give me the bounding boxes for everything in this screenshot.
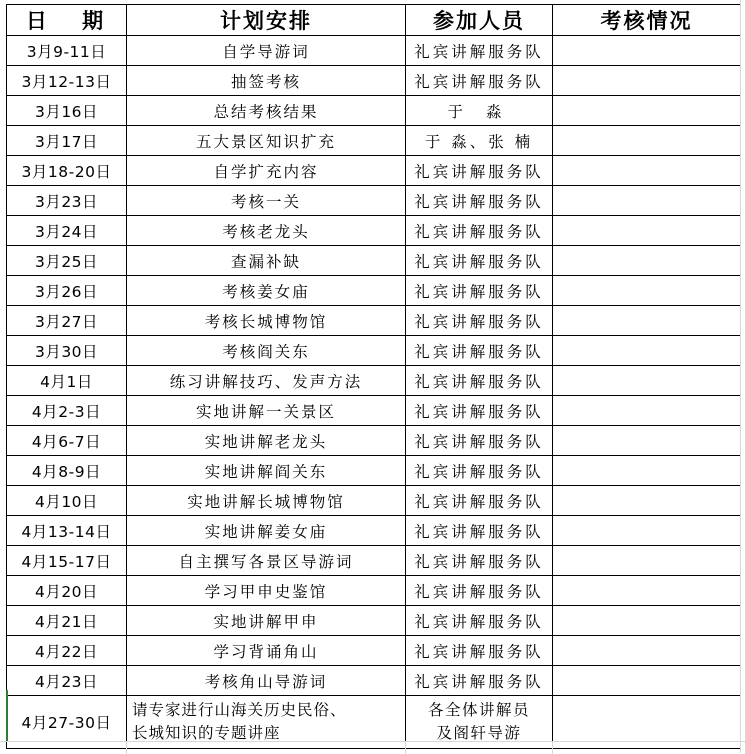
cell-date[interactable]: 4月20日 [7, 576, 127, 606]
cell-check[interactable] [553, 36, 741, 66]
cell-plan[interactable]: 实地讲解甲申 [127, 606, 406, 636]
cell-plan[interactable]: 实地讲解阎关东 [127, 456, 406, 486]
cell-people[interactable]: 礼宾讲解服务队 [406, 576, 553, 606]
cell-people[interactable]: 礼宾讲解服务队 [406, 516, 553, 546]
sheet-gridline-bottom [0, 741, 745, 754]
cell-date[interactable]: 3月18-20日 [7, 156, 127, 186]
cell-people[interactable]: 礼宾讲解服务队 [406, 186, 553, 216]
cell-check[interactable] [553, 156, 741, 186]
cell-plan[interactable]: 自学导游词 [127, 36, 406, 66]
table-row [7, 576, 741, 606]
cell-date[interactable]: 4月27-30日 [7, 696, 127, 749]
cell-check[interactable] [553, 96, 741, 126]
cell-people[interactable]: 于 淼 [406, 96, 553, 126]
cell-plan[interactable]: 总结考核结果 [127, 96, 406, 126]
cell-date[interactable]: 4月23日 [7, 666, 127, 696]
cell-people[interactable]: 礼宾讲解服务队 [406, 426, 553, 456]
table-row [7, 636, 741, 666]
cell-plan[interactable]: 查漏补缺 [127, 246, 406, 276]
cell-check[interactable] [553, 276, 741, 306]
cell-check[interactable] [553, 486, 741, 516]
gridline-col [126, 742, 127, 754]
header-check[interactable]: 考核情况 [553, 5, 741, 36]
cell-date[interactable]: 3月30日 [7, 336, 127, 366]
cell-check[interactable] [553, 456, 741, 486]
cell-date[interactable]: 3月12-13日 [7, 66, 127, 96]
cell-date[interactable]: 3月27日 [7, 306, 127, 336]
cell-check[interactable] [553, 516, 741, 546]
header-people[interactable]: 参加人员 [406, 5, 553, 36]
cell-date[interactable]: 3月25日 [7, 246, 127, 276]
cell-people[interactable]: 礼宾讲解服务队 [406, 246, 553, 276]
gridline-col [552, 742, 553, 754]
header-date[interactable]: 日 期 [7, 5, 127, 36]
header-plan[interactable]: 计划安排 [127, 5, 406, 36]
table-row [7, 126, 741, 156]
cell-people[interactable]: 礼宾讲解服务队 [406, 546, 553, 576]
cell-people[interactable]: 礼宾讲解服务队 [406, 606, 553, 636]
cell-people[interactable]: 礼宾讲解服务队 [406, 156, 553, 186]
table-row [7, 606, 741, 636]
cell-check[interactable] [553, 636, 741, 666]
cell-date[interactable]: 4月21日 [7, 606, 127, 636]
cell-people[interactable]: 礼宾讲解服务队 [406, 456, 553, 486]
cell-plan[interactable]: 实地讲解一关景区 [127, 396, 406, 426]
plan-line-1: 请专家进行山海关历史民俗、 [132, 701, 347, 719]
table-row [7, 96, 741, 126]
cell-date[interactable]: 3月24日 [7, 216, 127, 246]
plan-line-2: 长城知识的专题讲座 [132, 724, 281, 742]
people-line-1: 各全体讲解员 [427, 701, 530, 719]
cell-people[interactable]: 礼宾讲解服务队 [406, 306, 553, 336]
cell-people[interactable]: 礼宾讲解服务队 [406, 336, 553, 366]
table-row [7, 336, 741, 366]
cell-date[interactable]: 4月13-14日 [7, 516, 127, 546]
cell-check[interactable] [553, 306, 741, 336]
cell-check[interactable] [553, 426, 741, 456]
table-header [7, 5, 741, 36]
cell-selection-indicator [6, 690, 8, 741]
cell-plan[interactable]: 实地讲解长城博物馆 [127, 486, 406, 516]
cell-people[interactable]: 礼宾讲解服务队 [406, 66, 553, 96]
cell-date[interactable]: 4月1日 [7, 366, 127, 396]
table-row [7, 36, 741, 66]
cell-check[interactable] [553, 546, 741, 576]
table-row [7, 396, 741, 426]
cell-check[interactable] [553, 336, 741, 366]
cell-plan[interactable]: 实地讲解姜女庙 [127, 516, 406, 546]
cell-plan[interactable]: 自主撰写各景区导游词 [127, 546, 406, 576]
cell-plan[interactable]: 练习讲解技巧、发声方法 [127, 366, 406, 396]
cell-date[interactable]: 3月16日 [7, 96, 127, 126]
table-row [7, 306, 741, 336]
table-row [7, 276, 741, 306]
sheet-left-margin [0, 0, 5, 753]
cell-date[interactable]: 3月26日 [7, 276, 127, 306]
table-row [7, 216, 741, 246]
cell-plan[interactable]: 考核一关 [127, 186, 406, 216]
table-row [7, 546, 741, 576]
cell-plan[interactable]: 实地讲解老龙头 [127, 426, 406, 456]
people-line-2: 及阁轩导游 [436, 724, 522, 742]
cell-plan[interactable]: 自学扩充内容 [127, 156, 406, 186]
table-row [7, 516, 741, 546]
cell-plan[interactable]: 考核阎关东 [127, 336, 406, 366]
cell-date[interactable]: 4月10日 [7, 486, 127, 516]
cell-date[interactable]: 4月22日 [7, 636, 127, 666]
cell-check[interactable] [553, 576, 741, 606]
table-row [7, 486, 741, 516]
cell-people[interactable]: 礼宾讲解服务队 [406, 366, 553, 396]
table-row [7, 186, 741, 216]
cell-date[interactable]: 4月6-7日 [7, 426, 127, 456]
cell-plan[interactable]: 学习背诵角山 [127, 636, 406, 666]
cell-people[interactable]: 于 淼、张 楠 [406, 126, 553, 156]
table-row [7, 456, 741, 486]
cell-check[interactable] [553, 126, 741, 156]
cell-plan[interactable]: 抽签考核 [127, 66, 406, 96]
table-row [7, 666, 741, 696]
cell-check[interactable] [553, 66, 741, 96]
cell-people[interactable]: 礼宾讲解服务队 [406, 396, 553, 426]
cell-check[interactable] [553, 216, 741, 246]
table-row [7, 426, 741, 456]
gridline-col [405, 742, 406, 754]
cell-plan[interactable]: 考核老龙头 [127, 216, 406, 246]
cell-date[interactable]: 3月17日 [7, 126, 127, 156]
cell-check[interactable] [553, 186, 741, 216]
cell-plan[interactable]: 考核姜女庙 [127, 276, 406, 306]
cell-plan[interactable]: 考核长城博物馆 [127, 306, 406, 336]
cell-check[interactable] [553, 606, 741, 636]
cell-date[interactable]: 3月23日 [7, 186, 127, 216]
cell-people[interactable]: 礼宾讲解服务队 [406, 276, 553, 306]
cell-people[interactable]: 礼宾讲解服务队 [406, 36, 553, 66]
cell-plan[interactable]: 学习甲申史鉴馆 [127, 576, 406, 606]
cell-check[interactable] [553, 666, 741, 696]
cell-people[interactable]: 礼宾讲解服务队 [406, 666, 553, 696]
cell-date[interactable]: 3月9-11日 [7, 36, 127, 66]
sheet-gridline-right [740, 0, 745, 753]
cell-plan[interactable]: 考核角山导游词 [127, 666, 406, 696]
table-row [7, 156, 741, 186]
table-row [7, 366, 741, 396]
cell-check[interactable] [553, 396, 741, 426]
cell-plan[interactable]: 五大景区知识扩充 [127, 126, 406, 156]
cell-date[interactable]: 4月15-17日 [7, 546, 127, 576]
cell-date[interactable]: 4月2-3日 [7, 396, 127, 426]
table-row [7, 246, 741, 276]
cell-people[interactable]: 礼宾讲解服务队 [406, 486, 553, 516]
cell-people[interactable]: 礼宾讲解服务队 [406, 216, 553, 246]
table-row [7, 66, 741, 96]
cell-check[interactable] [553, 366, 741, 396]
table-body [7, 36, 741, 749]
schedule-table [6, 4, 741, 749]
cell-date[interactable]: 4月8-9日 [7, 456, 127, 486]
cell-check[interactable] [553, 246, 741, 276]
header-row [7, 5, 741, 36]
cell-people[interactable]: 礼宾讲解服务队 [406, 636, 553, 666]
